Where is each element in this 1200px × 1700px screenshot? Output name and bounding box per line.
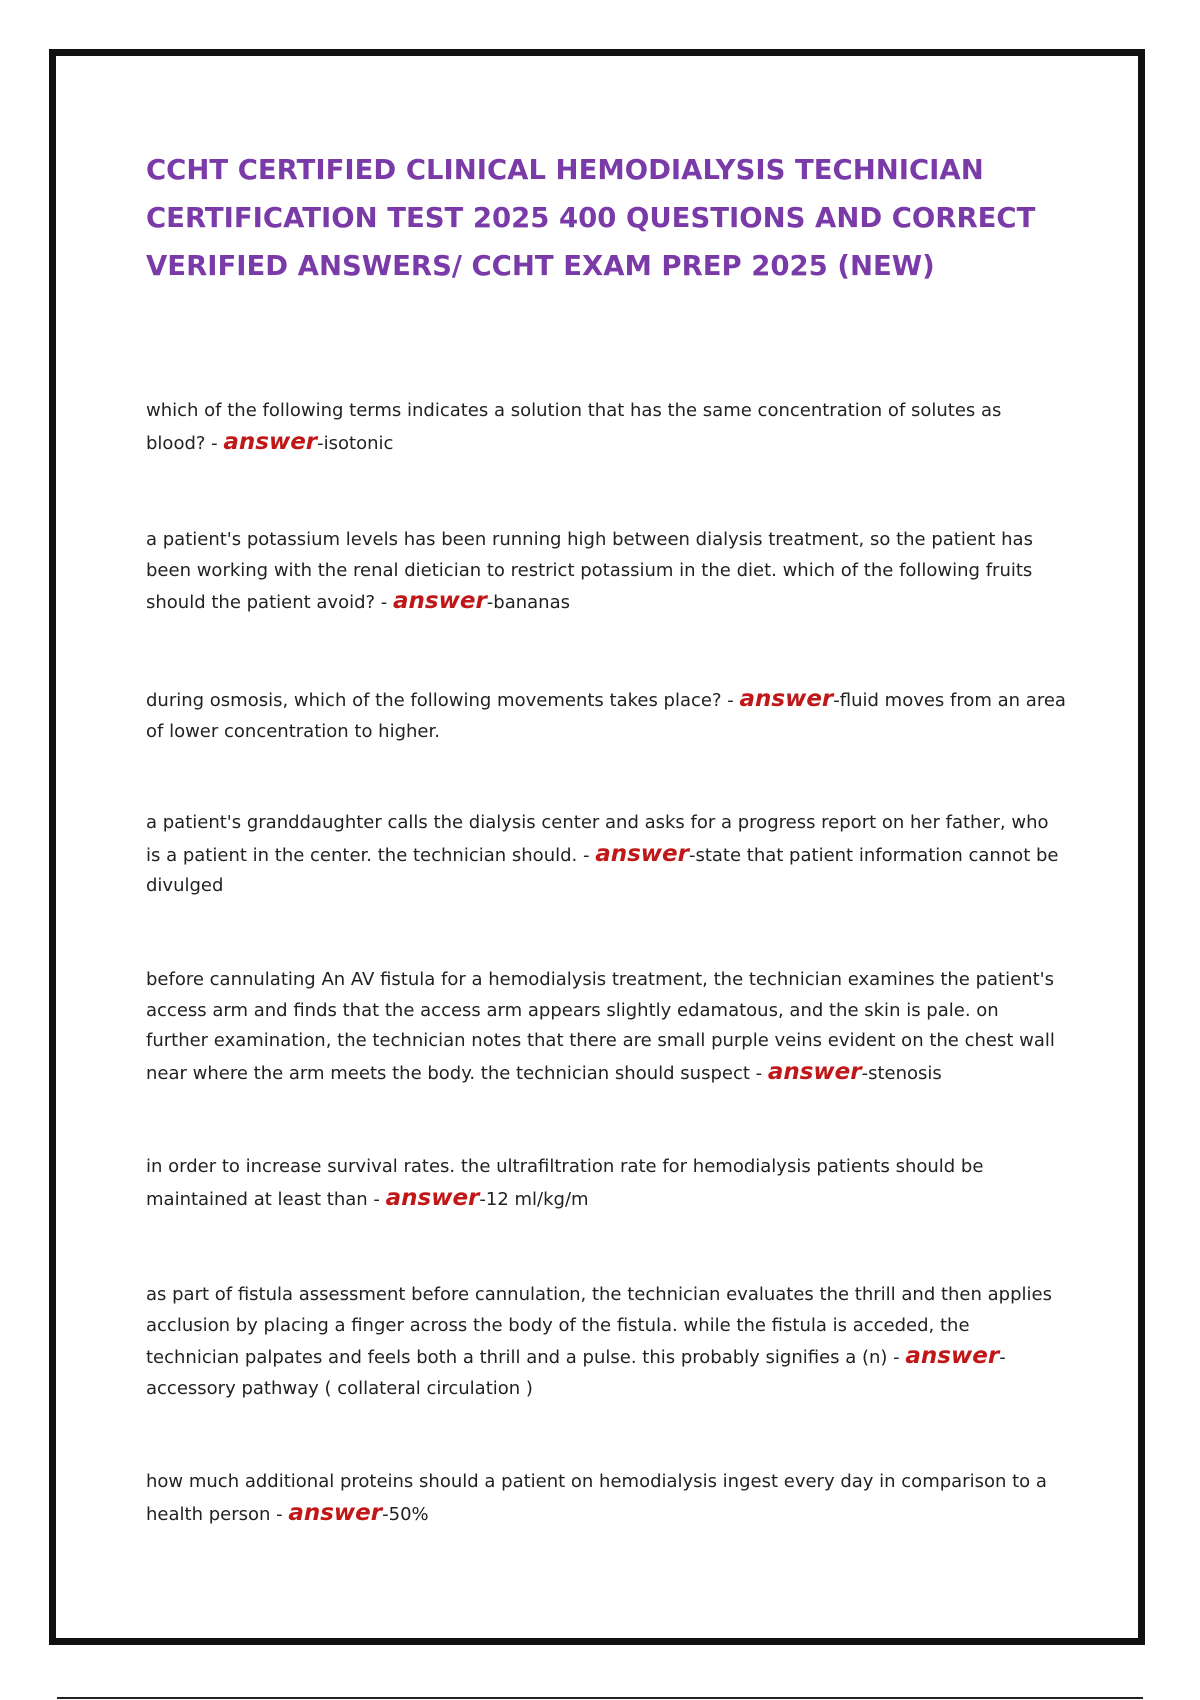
answer-label: answer [905,1343,1000,1369]
question-text: as part of fistula assessment before cannulation, the technician evaluates the thrill and then applies acclusion by placing a finger across the body of the fistula. while the fistula is acceded, the technician palpates and feels both a thrill and a pulse. this probably signifies a (n) - [146,1284,1052,1368]
bottom-rule [57,1697,1143,1699]
answer-text: -state that patient information cannot be divulged [146,844,1059,896]
answer-label: answer [393,588,487,614]
answer-text: -12 ml/kg/m [479,1188,589,1210]
answer-text: -50% [382,1503,429,1525]
question-text: in order to increase survival rates. the ultrafiltration rate for hemodialysis patients should be maintained at least than - [146,1156,984,1210]
question-text: a patient's potassium levels has been running high between dialysis treatment, so the patient has been working with the renal dietician to restrict potassium in the diet. which of the following fruits should the patient avoid? - [146,529,1033,613]
answer-text: -bananas [486,592,571,613]
qa-item-7 [146,1280,1066,1404]
answer-label: answer [385,1184,480,1211]
qa-item-6 [146,1152,1066,1215]
answer-text: -stenosis [861,1062,942,1084]
question-text: how much additional proteins should a patient on hemodialysis ingest every day in comparison to a health person - [146,1471,1047,1525]
qa-item-8 [146,1467,1066,1530]
answer-label: answer [739,686,834,712]
answer-text: -accessory pathway ( collateral circulation ) [146,1347,1006,1399]
qa-item-2 [146,525,1066,619]
document-title: CCHT CERTIFIED CLINICAL HEMODIALYSIS TECHNICIAN CERTIFICATION TEST 2025 400 QUESTIONS AND CORRECT VERIFIED ANSWERS/ CCHT EXAM PREP 2025 (NEW) [146,154,1036,282]
qa-item-5 [146,965,1066,1089]
question-text: during osmosis, which of the following movements takes place? - [146,690,740,711]
question-text: which of the following terms indicates a solution that has the same concentration of solutes as blood? - [146,400,1002,454]
qa-item-4 [146,808,1066,902]
answer-label: answer [595,840,689,867]
qa-item-1 [146,396,1066,459]
question-text: before cannulating An AV fistula for a hemodialysis treatment, the technician examines the patient's access arm and finds that the access arm appears slightly edamatous, and the skin is pale. on further examination, the technician notes that there are small purple veins evident on the chest wall near where the arm meets the body. the technician should suspect - [146,969,1055,1084]
answer-text: -fluid moves from an area of lower concentration to higher. [146,690,1066,742]
answer-text: -isotonic [317,432,394,454]
answer-label: answer [767,1058,862,1085]
question-text: a patient's granddaughter calls the dialysis center and asks for a progress report on her father, who is a patient in the center. the technician should. - [146,812,1049,866]
answer-label: answer [223,428,318,455]
qa-item-3 [146,684,1066,747]
answer-label: answer [288,1499,383,1526]
